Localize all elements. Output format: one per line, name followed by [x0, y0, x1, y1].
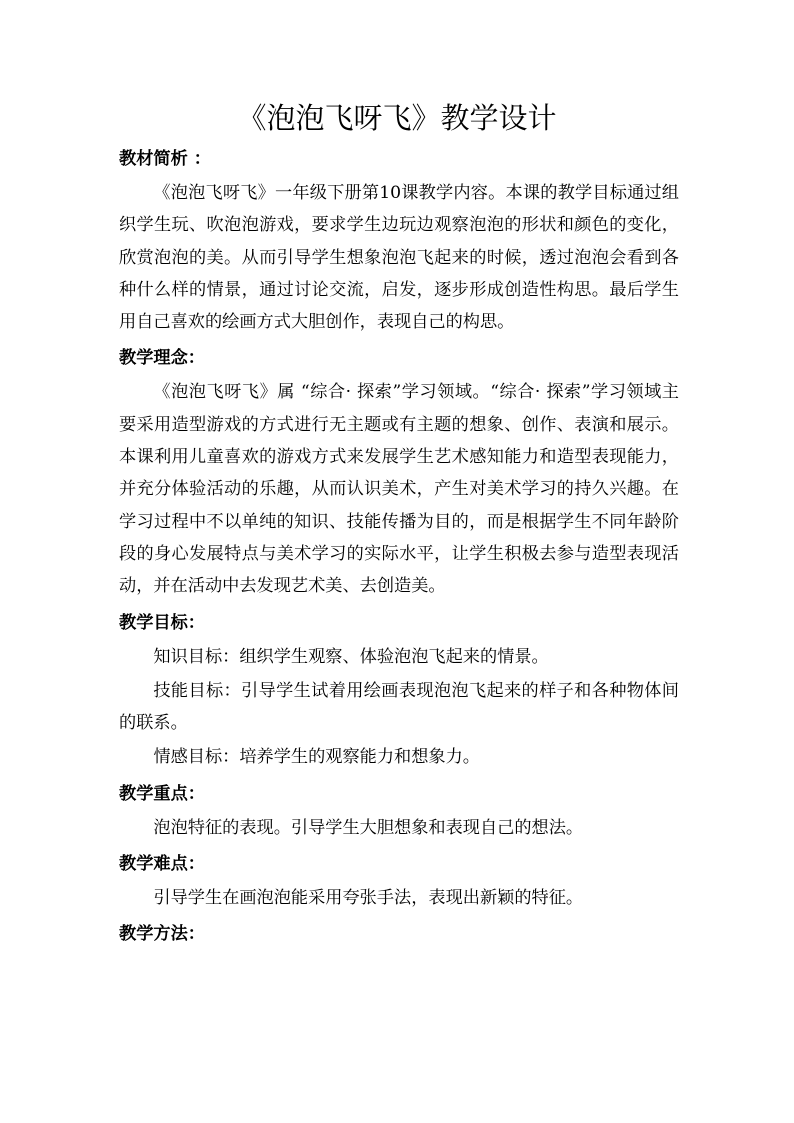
- section-heading: 教学方法：: [119, 924, 205, 945]
- section-textbook-analysis: [119, 143, 679, 338]
- document-title: 《泡泡飞呀飞》教学设计: [237, 101, 557, 135]
- document-body: [119, 143, 679, 952]
- section-heading: 教学理念：: [119, 348, 205, 369]
- section-heading: 教材简析 ：: [119, 149, 211, 169]
- section-difficulties: [119, 848, 679, 914]
- section-paragraph: 知识目标：组织学生观察、体验泡泡飞起来的情景。: [153, 646, 549, 667]
- section-teaching-objectives: [119, 607, 679, 774]
- section-paragraph: 技能目标：引导学生试着用绘画表现泡泡飞起来的样子和各种物体间的联系。: [119, 680, 679, 734]
- section-paragraph: 情感目标：培养学生的观察能力和想象力。: [153, 747, 480, 768]
- section-teaching-philosophy: [119, 342, 679, 602]
- section-teaching-methods: [119, 918, 679, 950]
- section-heading: 教学目标：: [119, 612, 205, 633]
- section-heading: 教学重点：: [119, 783, 205, 804]
- section-key-points: [119, 778, 679, 844]
- section-paragraph: 《泡泡飞呀飞》一年级下册第10课教学内容。本课的教学目标通过组织学生玩、吹泡泡游戏，要求学生边玩边观察泡泡的形状和颜色的变化，欣赏泡泡的美。从而引导学生想象泡泡飞起来的时候，透过泡泡会看到各种什么样的情景，通过讨论交流，启发，逐步形成创造性构思。最后学生用自己喜欢的绘画方式大胆创作，表现自己的构思。: [119, 183, 679, 333]
- section-paragraph: 《泡泡飞呀飞》属 “综合· 探索”学习领域。“综合· 探索”学习领域主要采用造型游戏的方式进行无主题或有主题的想象、创作、表演和展示。本课利用儿童喜欢的游戏方式来发展学生艺术感知能力和造型表现能力，并充分体验活动的乐趣，从而认识美术，产生对美术学习的持久兴趣。在学习过程中不以单纯的知识、技能传播为目的，而是根据学生不同年龄阶段的身心发展特点与美术学习的实际水平，让学生积极去参与造型表现活动，并在活动中去发现艺术美、去创造美。: [119, 382, 679, 597]
- section-paragraph: 泡泡特征的表现。引导学生大胆想象和表现自己的想法。: [153, 817, 584, 838]
- section-heading: 教学难点：: [119, 854, 205, 875]
- section-paragraph: 引导学生在画泡泡能采用夸张手法，表现出新颖的特征。: [153, 888, 584, 909]
